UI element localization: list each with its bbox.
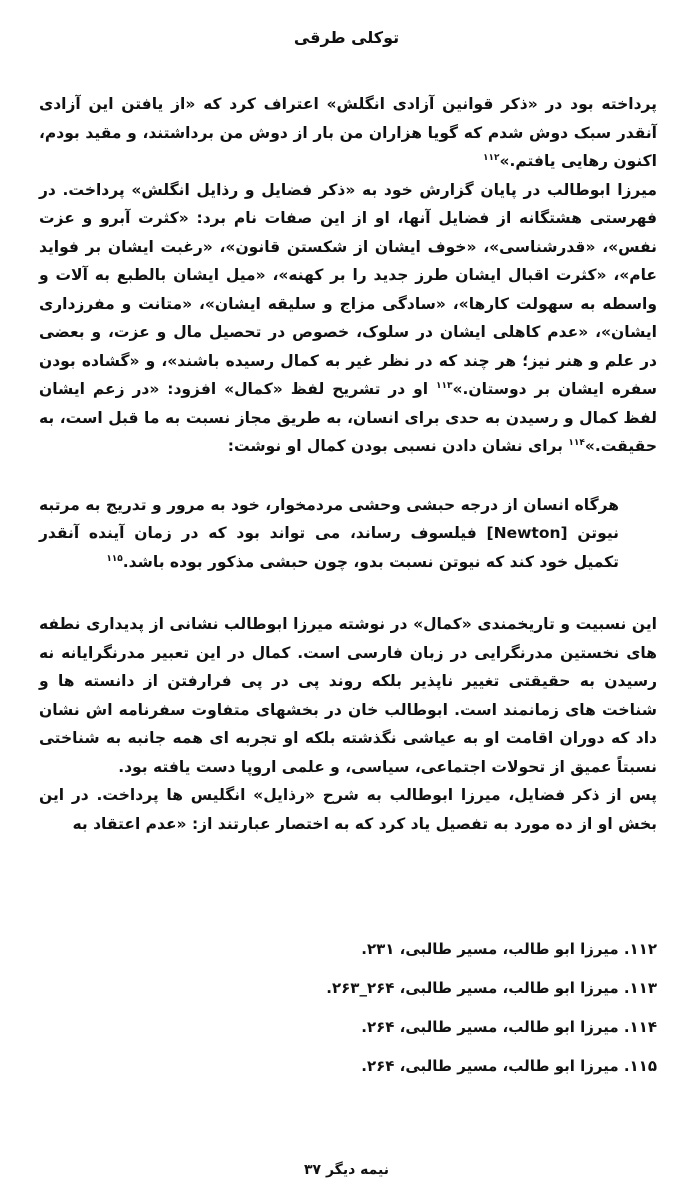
paragraph-text: برای نشان دادن نسبی بودن کمال او نوشت: (227, 437, 563, 455)
paragraph (39, 781, 657, 838)
paragraph-text: این نسبیت و تاریخمندی «کمال» در نوشته میرزا ابوطالب نشانی از پدیداری نطفه های نخستین مدرنگرایی در زبان فارسی است. کمال در این تعبیر مدرنگرایانه نه رسیدن به حقیقتی تغییر ناپذیر بلکه روند پی در پی فرارفتن از دانسته ها و شناخت های زمانمند است. ابوطالب خان در بخشهای متفاوت سفرنامه اش نشان داد که دوران اقامت او به عیاشی نگذشته بلکه او تجربه ای همه جانبه به شناختی نسبتاً عمیق از تحولات اجتماعی، سیاسی، و علمی اروپا دست یافته بود. (39, 615, 657, 776)
quote-text: فیلسوف رساند، می تواند بود که در زمان آینده آنقدر تکمیل خود کند که نیوتن نسبت بدو، چون حبشی مذکور بوده باشد. (39, 524, 619, 571)
footnotes (39, 940, 657, 1096)
paragraph (39, 610, 657, 781)
paragraph-text: میرزا ابوطالب در پایان گزارش خود به «ذکر فضایل و رذایل انگلش» پرداخت. در فهرستی هشتگانه از فضایل آنها، او از این صفات نام برد: «کثرت آبرو و عزت نفس»، «قدرشناسی»، «خوف ایشان از شکستن قانون»، «رغبت ایشان بر فواید عام»، «کثرت اقبال ایشان طرز جدید را بر کهنه»، «میل ایشان بالطبع به آلات و واسطه به سهولت کارها»، «سادگی مزاج و سلیقه ایشان»، «متانت و مفرزداری ایشان»، «عدم کاهلی ایشان در سلوک، خصوص در تحصیل مال و عزت، و بعضی در علم و هنر نیز؛ هر چند که در نظر غیر به کمال رسیده باشند»، و «گشاده بودن سفره ایشان بر دوستان.» (39, 180, 657, 398)
footnote: ۱۱۳. میرزا ابو طالب، مسیر طالبی، ۲۶۴_۲۶۳. (326, 979, 657, 997)
paragraph (39, 176, 657, 461)
running-header: توکلی طرقی (293, 28, 400, 47)
paragraph-text: او در تشریح لفظ «کمال» افزود: «در زعم ایشان لفظ کمال و رسیدن به حدی برای انسان، به طریق مجاز نسبت به ما قبل است، به حقیقت.» (39, 380, 657, 455)
quote-newton: [Newton] (486, 524, 568, 542)
footnote: ۱۱۴. میرزا ابو طالب، مسیر طالبی، ۲۶۴. (361, 1018, 657, 1036)
block-quote (39, 491, 619, 577)
footnote-ref: ۱۱۲ (482, 152, 500, 163)
paragraph (39, 90, 657, 176)
footnote-ref: ۱۱۳ (436, 380, 453, 391)
body-text (39, 90, 657, 838)
page-footer: نیمه دیگر ۳۷ (304, 1162, 389, 1178)
footnote: ۱۱۵. میرزا ابو طالب، مسیر طالبی، ۲۶۴. (361, 1057, 657, 1075)
paragraph-text: پس از ذکر فضایل، میرزا ابوطالب به شرح «رذایل» انگلیس ها پرداخت. در این بخش او از ده مورد به تفصیل یاد کرد که به اختصار عبارتند از: «عدم اعتقاد به (39, 786, 657, 833)
paragraph-text: پرداخته بود در «ذکر قوانین آزادی انگلش» اعتراف کرد که «از یافتن این آزادی آنقدر سبک دوش شدم که گویا هزاران من بار از دوش من برداشتند، و مقید بودم، اکنون رهایی یافتم.» (39, 95, 657, 170)
footnote: ۱۱۲. میرزا ابو طالب، مسیر طالبی، ۲۳۱. (361, 940, 657, 958)
footnote-ref: ۱۱۵ (106, 553, 123, 564)
footnote-ref: ۱۱۴ (568, 437, 585, 448)
quote-text: هرگاه انسان از درجه حبشی وحشی مردمخوار، خود به مرور و تدریج به مرتبه نیوتن (39, 495, 619, 542)
